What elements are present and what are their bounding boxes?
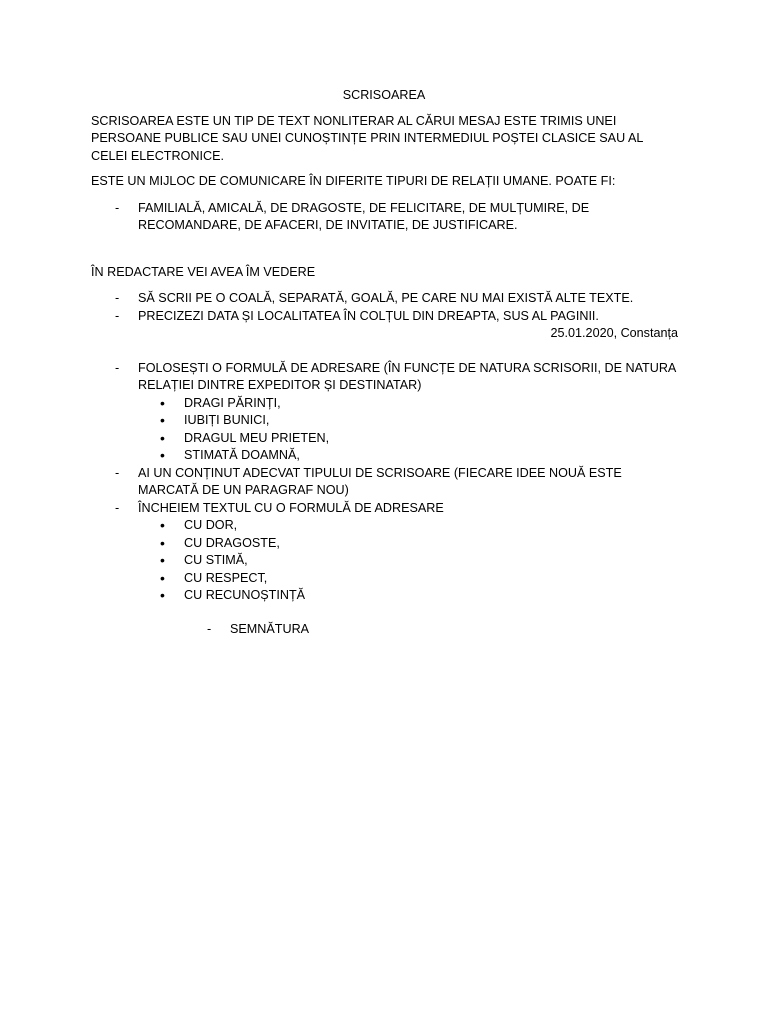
rules-list-continued-2	[91, 465, 677, 518]
rules-list-continued	[91, 360, 677, 395]
page-title: SCRISOAREA	[342, 88, 426, 102]
list-item-closing: • CU RECUNOȘTINȚĂ	[138, 587, 677, 605]
list-item-rule-content: - AI UN CONȚINUT ADECVAT TIPULUI DE SCRISOARE (FIECARE IDEE NOUĂ ESTE MARCATĂ DE UN PARAGRAF NOU)	[91, 465, 677, 500]
list-item-greeting: • DRAGUL MEU PRIETEN,	[138, 430, 677, 448]
list-item-closing: • CU DRAGOSTE,	[138, 535, 677, 553]
list-item-closing: • CU STIMĂ,	[138, 552, 677, 570]
letter-types-list	[91, 200, 677, 235]
list-item-greeting: • STIMATĂ DOAMNĂ,	[138, 447, 677, 465]
spacer	[91, 343, 677, 360]
list-item-greeting: • IUBIȚI BUNICI,	[138, 412, 677, 430]
document-page	[91, 87, 677, 638]
definition-paragraph: SCRISOAREA ESTE UN TIP DE TEXT NONLITERAR AL CĂRUI MESAJ ESTE TRIMIS UNEI PERSOANE PUBLICE SAU UNEI CUNOȘTINȚE PRIN INTERMEDIUL POȘTEI CLASICE SAU AL CELEI ELECTRONICE.	[91, 113, 643, 163]
list-item-rule-date: - PRECIZEZI DATA ȘI LOCALITATEA ÎN COLȚUL DIN DREAPTA, SUS AL PAGINII.	[91, 308, 677, 326]
closings-list	[91, 517, 677, 605]
rules-list	[91, 290, 677, 325]
list-item-closing: • CU DOR,	[138, 517, 677, 535]
list-item-rule-closing: - ÎNCHEIEM TEXTUL CU O FORMULĂ DE ADRESARE	[91, 500, 677, 518]
list-item-types: - FAMILIALĂ, AMICALĂ, DE DRAGOSTE, DE FELICITARE, DE MULȚUMIRE, DE RECOMANDARE, DE AFACERI, DE INVITATIE, DE JUSTIFICARE.	[91, 200, 677, 235]
list-item-rule-greeting	[91, 360, 677, 395]
list-item-closing: • CU RESPECT,	[138, 570, 677, 588]
spacer	[91, 235, 677, 264]
list-item-rule-sheet: - SĂ SCRII PE O COALĂ, SEPARATĂ, GOALĂ, PE CARE NU MAI EXISTĂ ALTE TEXTE.	[91, 290, 677, 308]
signature-item: - SEMNĂTURA	[91, 621, 677, 639]
greetings-list	[91, 395, 677, 465]
date-example: 25.01.2020, Constanța	[550, 326, 678, 340]
purpose-paragraph: ESTE UN MIJLOC DE COMUNICARE ÎN DIFERITE TIPURI DE RELAȚII UMANE. POATE FI:	[91, 174, 616, 188]
list-item-greeting: • DRAGI PĂRINȚI,	[138, 395, 677, 413]
spacer	[91, 605, 677, 621]
rules-heading: ÎN REDACTARE VEI AVEA ÎM VEDERE	[91, 264, 316, 279]
rule-greeting-text: FOLOSEȘTI O FORMULĂ DE ADRESARE (ÎN FUNCȚE DE NATURA SCRISORII, DE NATURA RELAȚIEI DINTRE EXPEDITOR ȘI DESTINATAR)	[138, 360, 676, 392]
